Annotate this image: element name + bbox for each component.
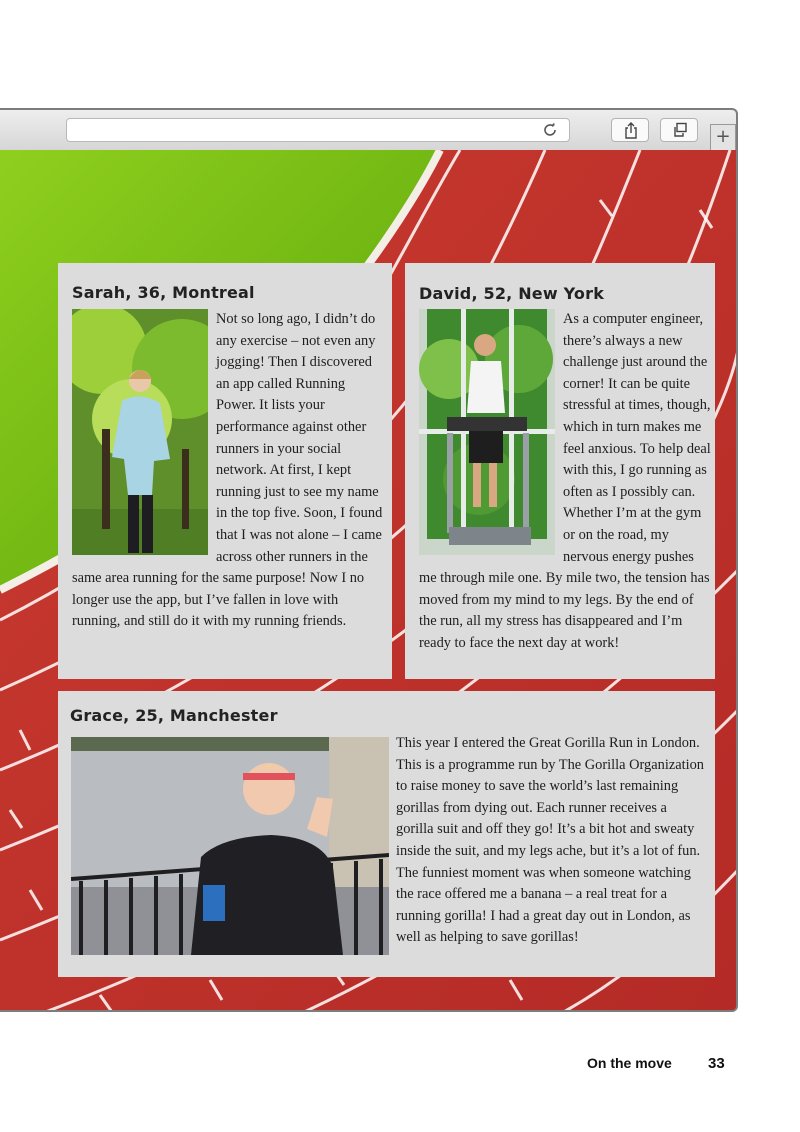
tabs-button[interactable] xyxy=(660,118,698,142)
story-panel-sarah xyxy=(58,263,392,679)
story-text-container xyxy=(419,309,713,655)
story-text: As a computer engineer, there’s always a new challenge just around the corner! It can be quite stressful at times, though, which in turn makes me feel anxious. To help deal with this, I go running as often as I possibly can. Whether I’m at the gym or on the road, my nervous energy pushes me through mile one. By mile two, the tension has moved from my mind to my legs. By the end of the run, all my stress has disappeared and I’m ready to face the next day at work! xyxy=(419,311,711,651)
tabs-icon xyxy=(672,122,688,138)
story-panel-david xyxy=(405,263,715,679)
new-tab-button[interactable]: + xyxy=(710,124,736,150)
story-text: This year I entered the Great Gorilla Run in London. This is a programme run by The Gorilla Organization to raise money to save the world’s last remaining gorillas from dying out. Each runner receives a gorilla suit and off they go! It’s a bit hot and sweaty inside the suit, and my legs ache, but it’s a lot of fun. The funniest moment was when someone watching the race offered me a banana – a real treat for a running gorilla! I had a great day out in London, as well as helping to save gorillas! xyxy=(396,735,704,946)
page-number: 33 xyxy=(708,1055,725,1072)
running-track-background xyxy=(0,150,736,1010)
browser-window xyxy=(0,108,738,1012)
section-title: On the move xyxy=(587,1055,672,1071)
browser-toolbar xyxy=(0,110,736,151)
share-button[interactable] xyxy=(611,118,649,142)
sarah-jogging-photo xyxy=(72,309,208,555)
david-treadmill-photo xyxy=(419,309,555,555)
address-bar[interactable] xyxy=(66,118,570,142)
story-text-container xyxy=(72,309,388,633)
story-panel-grace xyxy=(58,691,715,977)
reload-icon[interactable] xyxy=(542,122,558,138)
share-icon xyxy=(623,122,639,139)
story-heading: Sarah, 36, Montreal xyxy=(72,283,255,302)
story-text: Not so long ago, I didn’t do any exercise – not even any jogging! Then I discovered an app called Running Power. It lists your performance against other runners in your social network. At first, I kept running just to see my name in the top five. Soon, I found that I was not alone – I came across other runners in the same area running for the same purpose! Now I no longer use the app, but I’ve fallen in love with running, and still do it with my running friends. xyxy=(72,311,383,630)
grace-gorilla-photo xyxy=(71,737,389,955)
story-heading: David, 52, New York xyxy=(419,284,605,303)
story-heading: Grace, 25, Manchester xyxy=(70,706,278,725)
